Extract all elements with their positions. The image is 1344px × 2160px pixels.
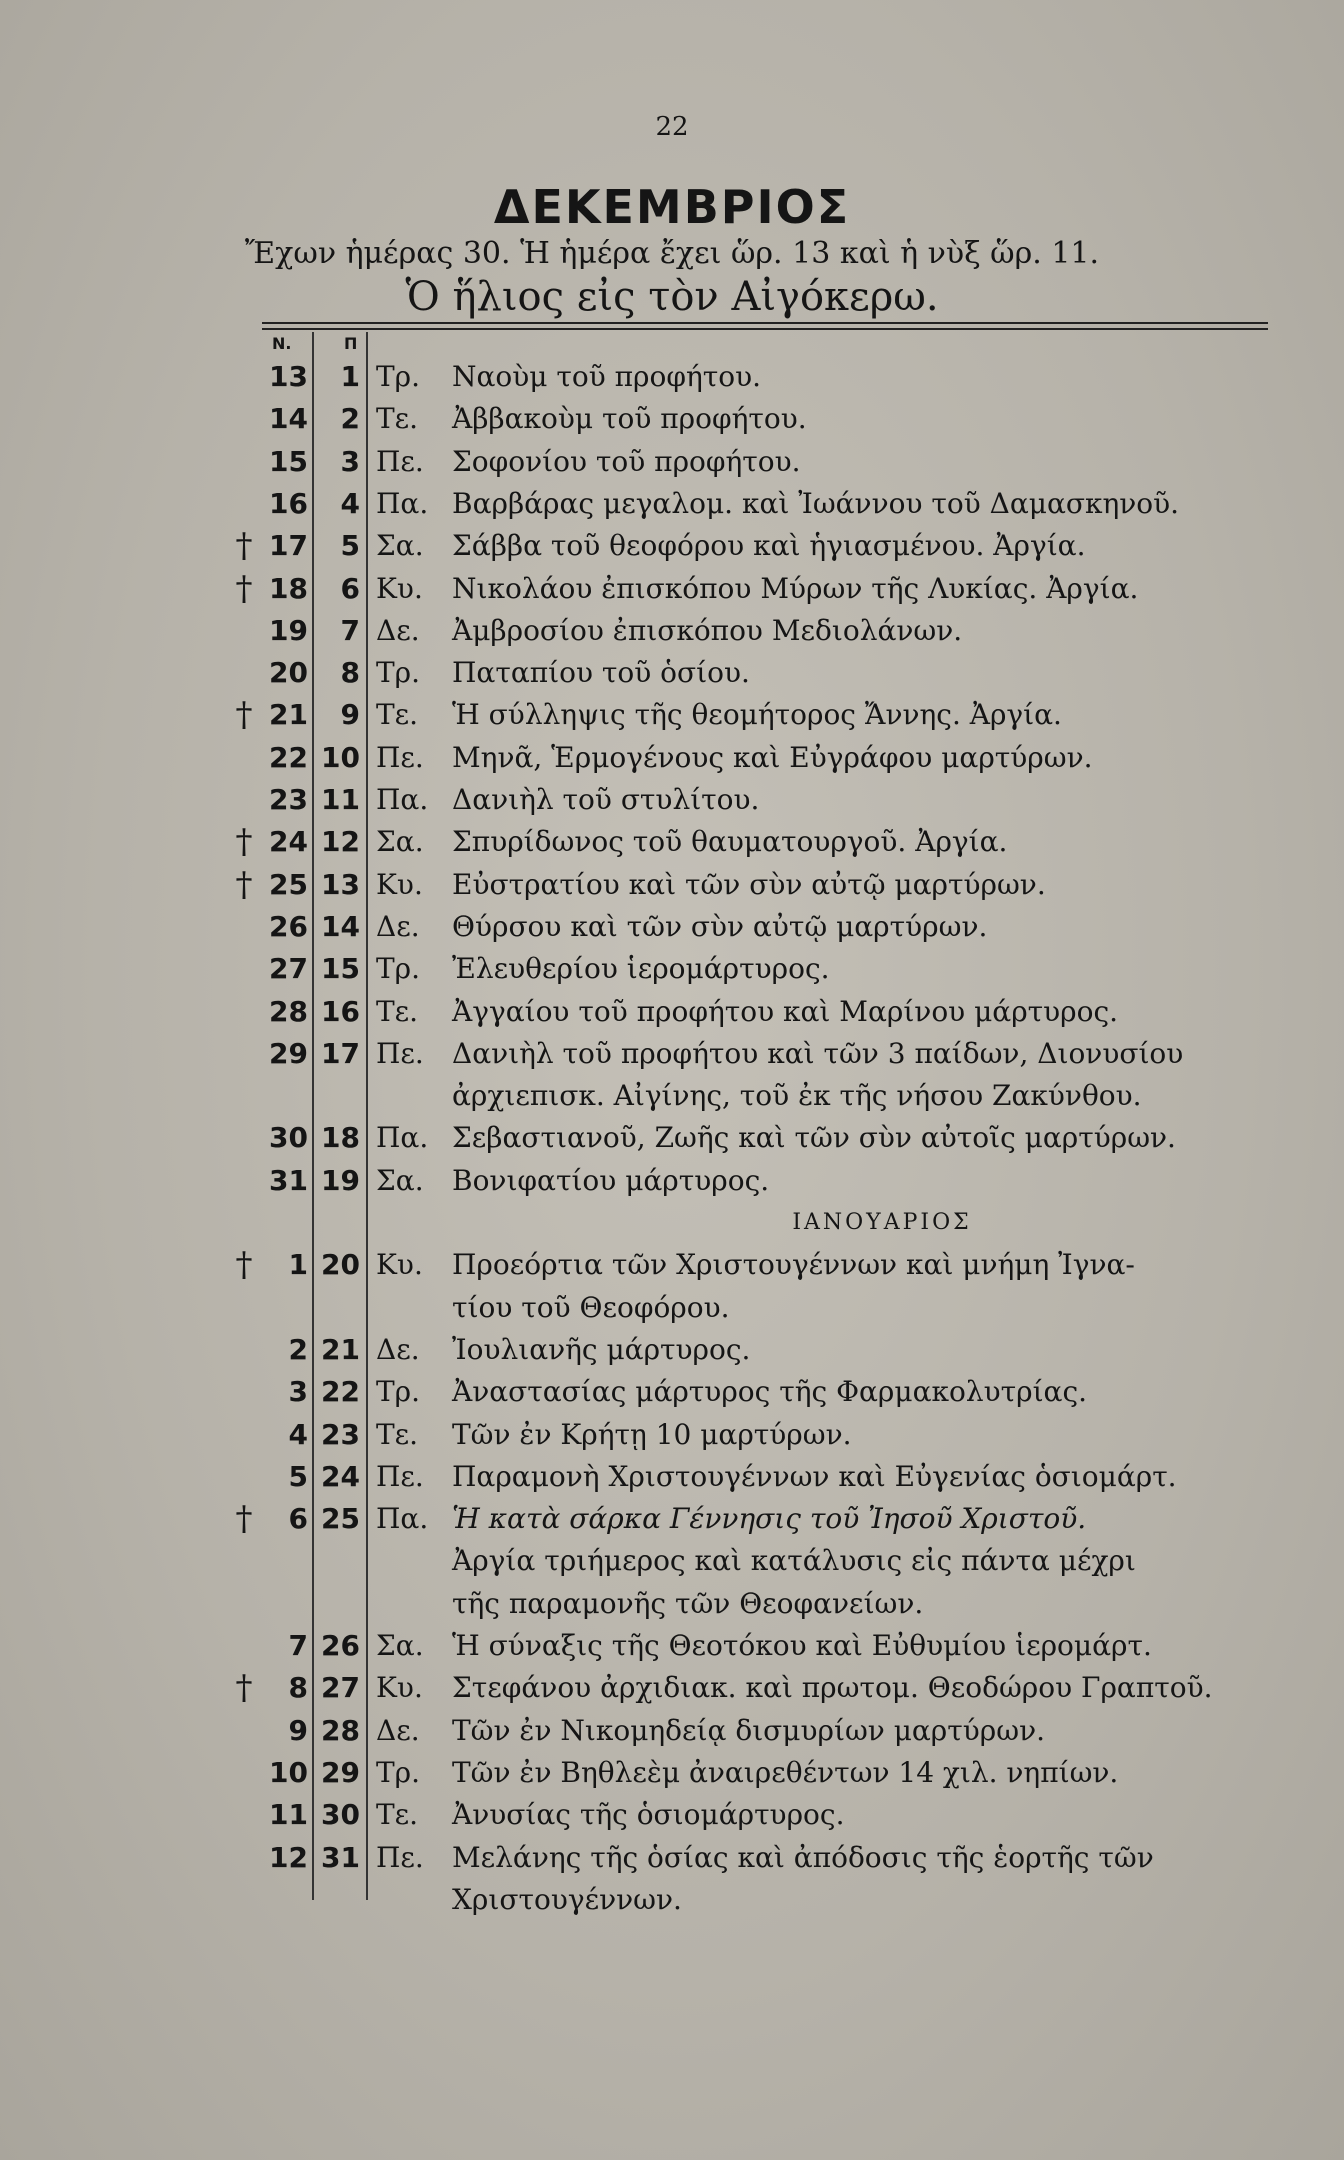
new-style-date: 19 — [269, 613, 308, 647]
old-style-date: 17 — [321, 1036, 360, 1070]
calendar-row — [0, 694, 1344, 736]
header-rule-bottom — [262, 328, 1268, 330]
feast-text: Ναοὺμ τοῦ προφήτου. — [452, 360, 762, 393]
new-style-date: 28 — [269, 994, 308, 1028]
calendar-row — [0, 948, 1344, 990]
holiday-cross-icon: † — [235, 1668, 253, 1709]
old-style-date: 9 — [340, 698, 360, 732]
old-style-date: 13 — [321, 867, 360, 901]
new-style-date: 5 — [288, 1459, 308, 1493]
new-style-date: 14 — [269, 402, 308, 436]
feast-text: Τῶν ἐν Βηθλεὲμ ἀναιρεθέντων 14 χιλ. νηπίων. — [452, 1755, 1119, 1789]
calendar-row — [0, 1371, 1344, 1413]
holiday-cross-icon: † — [235, 822, 253, 863]
month-title: ΔΕΚΕΜΒΡΙΟΣ — [493, 180, 851, 234]
weekday: Σα. — [376, 825, 424, 859]
old-style-date: 22 — [321, 1375, 360, 1409]
weekday: Τε. — [376, 1798, 419, 1832]
calendar-row — [0, 779, 1344, 821]
new-style-date: 15 — [269, 444, 308, 478]
old-style-date: 5 — [340, 529, 360, 563]
weekday: Δε. — [376, 613, 420, 647]
calendar-row — [0, 441, 1344, 483]
calendar-row — [0, 1117, 1344, 1159]
calendar-row — [0, 398, 1344, 440]
holiday-cross-icon: † — [235, 1499, 253, 1540]
feast-text: Βαρβάρας μεγαλομ. καὶ Ἰωάννου τοῦ Δαμασκηνοῦ. — [452, 486, 1180, 520]
feast-text: Ἡ σύλληψις τῆς θεομήτορος Ἄννης. Ἀργία. — [452, 698, 1062, 732]
calendar-row — [0, 1710, 1344, 1752]
calendar-row — [0, 1033, 1344, 1075]
old-style-date: 10 — [321, 740, 360, 774]
old-style-date: 26 — [321, 1629, 360, 1662]
weekday: Τρ. — [376, 1375, 421, 1409]
feast-text-continuation: Χριστουγέννων. — [452, 1882, 682, 1916]
old-style-date: 8 — [340, 656, 360, 690]
header-rule-top — [262, 322, 1268, 324]
weekday: Τε. — [376, 698, 419, 732]
weekday: Πε. — [376, 444, 424, 478]
weekday: Τρ. — [376, 1755, 421, 1789]
feast-text-continuation: ἀρχιεπισκ. Αἰγίνης, τοῦ ἐκ τῆς νήσου Ζακύνθου. — [452, 1079, 1142, 1113]
new-style-date: 12 — [269, 1840, 308, 1874]
new-style-date: 22 — [269, 740, 308, 774]
new-style-date: 31 — [269, 1163, 308, 1197]
new-style-date: 6 — [288, 1502, 308, 1536]
feast-text: Ἡ κατὰ σάρκα Γέννησις τοῦ Ἰησοῦ Χριστοῦ. — [452, 1502, 1087, 1536]
page-number: 22 — [655, 112, 689, 142]
weekday: Τρ. — [376, 656, 421, 690]
weekday: Κυ. — [376, 1248, 423, 1282]
weekday: Πε. — [376, 740, 424, 774]
old-style-date: 27 — [321, 1671, 360, 1705]
holiday-cross-icon: † — [235, 1245, 253, 1286]
weekday: Τε. — [376, 1417, 419, 1451]
new-style-date: 23 — [269, 783, 308, 816]
calendar-row — [0, 1667, 1344, 1709]
calendar-row — [0, 1160, 1344, 1202]
feast-text: Σπυρίδωνος τοῦ θαυματουργοῦ. Ἀργία. — [452, 825, 1008, 859]
feast-text: Ἰουλιανῆς μάρτυρος. — [452, 1332, 751, 1366]
feast-text: Στεφάνου ἀρχιδιακ. καὶ πρωτομ. Θεοδώρου Γραπτοῦ. — [452, 1671, 1213, 1705]
new-style-date: 3 — [288, 1375, 308, 1409]
weekday: Πα. — [376, 783, 429, 816]
calendar-row — [0, 991, 1344, 1033]
feast-text: Ἀγγαίου τοῦ προφήτου καὶ Μαρίνου μάρτυρος. — [452, 994, 1119, 1028]
calendar-row — [0, 483, 1344, 525]
old-style-date: 6 — [340, 571, 360, 605]
old-style-date: 16 — [321, 994, 360, 1028]
feast-text: Ἀναστασίας μάρτυρος τῆς Φαρμακολυτρίας. — [452, 1375, 1088, 1409]
calendar-row — [0, 1456, 1344, 1498]
calendar-row — [0, 356, 1344, 398]
old-style-date: 3 — [340, 444, 360, 478]
calendar-row — [0, 1752, 1344, 1794]
feast-text: Παταπίου τοῦ ὁσίου. — [452, 656, 750, 690]
weekday: Δε. — [376, 909, 420, 943]
new-style-date: 27 — [269, 952, 308, 986]
feast-text: Δανιὴλ τοῦ προφήτου καὶ τῶν 3 παίδων, Διονυσίου — [452, 1036, 1184, 1070]
weekday: Πα. — [376, 1121, 429, 1155]
weekday: Τε. — [376, 402, 419, 436]
weekday: Σα. — [376, 529, 424, 563]
holiday-cross-icon: † — [235, 864, 253, 905]
calendar-row — [0, 568, 1344, 610]
calendar-row — [0, 1837, 1344, 1879]
feast-text: Ἀνυσίας τῆς ὁσιομάρτυρος. — [452, 1798, 845, 1832]
calendar-row — [0, 610, 1344, 652]
new-style-date: 1 — [288, 1248, 308, 1282]
calendar-row — [0, 1414, 1344, 1456]
calendar-row — [0, 906, 1344, 948]
column-old-style-header: Π — [344, 334, 358, 353]
new-style-date: 16 — [269, 486, 308, 520]
old-style-date: 2 — [340, 402, 360, 436]
weekday: Κυ. — [376, 867, 423, 901]
feast-text: Τῶν ἐν Κρήτῃ 10 μαρτύρων. — [452, 1417, 852, 1451]
new-style-date: 29 — [269, 1036, 308, 1070]
weekday: Πε. — [376, 1036, 424, 1070]
feast-text: Νικολάου ἐπισκόπου Μύρων τῆς Λυκίας. Ἀργία. — [452, 571, 1139, 605]
calendar-row — [0, 821, 1344, 863]
feast-text: Προεόρτια τῶν Χριστουγέννων καὶ μνήμη Ἰγνα- — [452, 1248, 1135, 1282]
weekday: Τρ. — [376, 360, 421, 393]
old-style-date: 25 — [321, 1502, 360, 1536]
calendar-row — [0, 652, 1344, 694]
feast-text: Ἡ σύναξις τῆς Θεοτόκου καὶ Εὐθυμίου ἱερομάρτ. — [452, 1629, 1152, 1662]
calendar-row — [0, 1329, 1344, 1371]
new-style-date: 10 — [269, 1755, 308, 1789]
month-info-line: Ἔχων ἡμέρας 30. Ἡ ἡμέρα ἔχει ὥρ. 13 καὶ ἡ νὺξ ὥρ. 11. — [244, 236, 1100, 271]
feast-text-continuation: Ἀργία τριήμερος καὶ κατάλυσις εἰς πάντα μέχρι — [452, 1544, 1136, 1578]
calendar-row — [0, 864, 1344, 906]
holiday-cross-icon: † — [235, 695, 253, 736]
weekday: Πα. — [376, 1502, 429, 1536]
old-style-date: 21 — [321, 1332, 360, 1366]
old-style-date: 4 — [340, 486, 360, 520]
new-style-date: 24 — [269, 825, 308, 859]
calendar-row — [0, 1794, 1344, 1836]
new-style-date: 30 — [269, 1121, 308, 1155]
old-style-date: 7 — [340, 613, 360, 647]
feast-text: Παραμονὴ Χριστουγέννων καὶ Εὐγενίας ὁσιομάρτ. — [452, 1459, 1177, 1493]
calendar-row — [0, 1625, 1344, 1667]
old-style-date: 18 — [321, 1121, 360, 1155]
old-style-date: 24 — [321, 1459, 360, 1493]
new-style-date: 8 — [288, 1671, 308, 1705]
calendar-row — [0, 525, 1344, 567]
weekday: Κυ. — [376, 1671, 423, 1705]
new-style-date: 26 — [269, 909, 308, 943]
new-style-date: 11 — [269, 1798, 308, 1832]
weekday: Πε. — [376, 1459, 424, 1493]
new-style-date: 4 — [288, 1417, 308, 1451]
new-style-date: 7 — [288, 1629, 308, 1662]
old-style-date: 29 — [321, 1755, 360, 1789]
weekday: Σα. — [376, 1629, 424, 1662]
weekday: Τρ. — [376, 952, 421, 986]
feast-text: Μελάνης τῆς ὁσίας καὶ ἀπόδοσις τῆς ἑορτῆς τῶν — [452, 1840, 1154, 1874]
old-style-date: 19 — [321, 1163, 360, 1197]
column-new-style-header: Ν. — [272, 334, 292, 353]
calendar-row — [0, 737, 1344, 779]
feast-text: Βονιφατίου μάρτυρος. — [452, 1163, 770, 1197]
old-style-date: 11 — [321, 783, 360, 816]
old-style-date: 1 — [340, 360, 360, 393]
weekday: Δε. — [376, 1713, 420, 1747]
feast-text: Σάββα τοῦ θεοφόρου καὶ ἡγιασμένου. Ἀργία. — [452, 529, 1086, 563]
weekday: Σα. — [376, 1163, 424, 1197]
old-style-date: 14 — [321, 909, 360, 943]
new-style-date: 17 — [269, 529, 308, 563]
old-style-date: 12 — [321, 825, 360, 859]
sun-sign-line: Ὁ ἥλιος εἰς τὸν Αἰγόκερω. — [405, 274, 939, 320]
old-style-date: 23 — [321, 1417, 360, 1451]
feast-text: Εὐστρατίου καὶ τῶν σὺν αὐτῷ μαρτύρων. — [452, 867, 1046, 901]
weekday: Πε. — [376, 1840, 424, 1874]
feast-text: Ἀμβροσίου ἐπισκόπου Μεδιολάνων. — [452, 613, 963, 647]
feast-text: Τῶν ἐν Νικομηδείᾳ δισμυρίων μαρτύρων. — [452, 1713, 1045, 1747]
new-style-date: 9 — [288, 1713, 308, 1747]
new-style-date: 21 — [269, 698, 308, 732]
old-style-date: 30 — [321, 1798, 360, 1832]
new-style-date: 20 — [269, 656, 308, 690]
new-style-date: 2 — [288, 1332, 308, 1366]
feast-text: Ἀββακοὺμ τοῦ προφήτου. — [452, 402, 807, 436]
weekday: Δε. — [376, 1332, 420, 1366]
feast-text: Ἐλευθερίου ἱερομάρτυρος. — [452, 952, 830, 986]
new-style-date: 13 — [269, 360, 308, 393]
feast-text: Δανιὴλ τοῦ στυλίτου. — [452, 783, 760, 816]
weekday: Κυ. — [376, 571, 423, 605]
feast-text: Σεβαστιανοῦ, Ζωῆς καὶ τῶν σὺν αὐτοῖς μαρτύρων. — [452, 1121, 1176, 1155]
feast-text: Θύρσου καὶ τῶν σὺν αὐτῷ μαρτύρων. — [452, 909, 988, 943]
holiday-cross-icon: † — [235, 526, 253, 567]
old-style-date: 28 — [321, 1713, 360, 1747]
feast-text: Μηνᾶ, Ἑρμογένους καὶ Εὐγράφου μαρτύρων. — [452, 740, 1093, 774]
old-style-date: 20 — [321, 1248, 360, 1282]
calendar-row — [0, 1498, 1344, 1540]
weekday: Πα. — [376, 486, 429, 520]
feast-text-continuation: τίου τοῦ Θεοφόρου. — [452, 1290, 730, 1324]
weekday: Τε. — [376, 994, 419, 1028]
subheading-january: ΙΑΝΟΥΑΡΙΟΣ — [792, 1210, 972, 1235]
old-style-date: 15 — [321, 952, 360, 986]
new-style-date: 18 — [269, 571, 308, 605]
old-style-date: 31 — [321, 1840, 360, 1874]
new-style-date: 25 — [269, 867, 308, 901]
holiday-cross-icon: † — [235, 568, 253, 609]
calendar-row — [0, 1244, 1344, 1286]
feast-text: Σοφονίου τοῦ προφήτου. — [452, 444, 801, 478]
feast-text-continuation: τῆς παραμονῆς τῶν Θεοφανείων. — [452, 1586, 924, 1620]
